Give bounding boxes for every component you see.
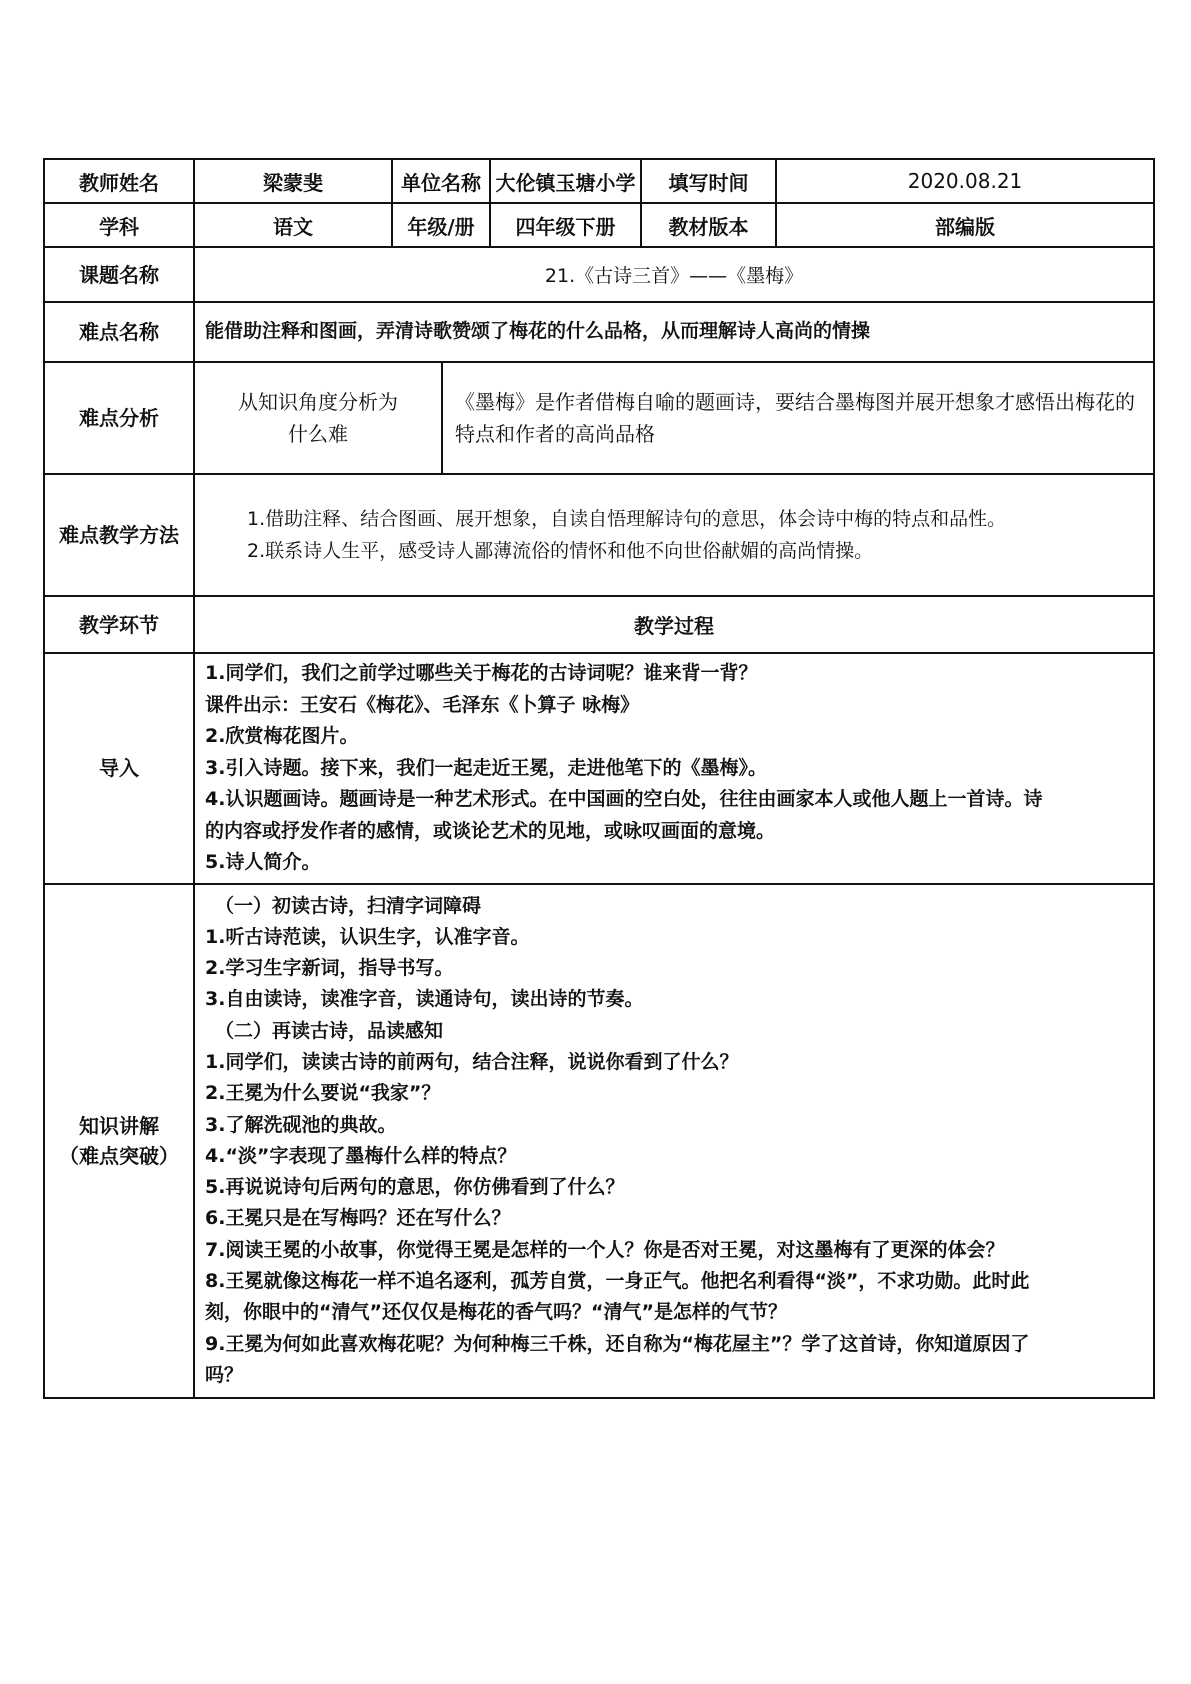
unit-value: 大伦镇玉塘小学	[490, 159, 641, 203]
difficulty-value: 能借助注释和图画，弄清诗歌赞颂了梅花的什么品格，从而理解诗人高尚的情操	[194, 302, 1154, 362]
analysis-detail	[442, 362, 1154, 474]
knowledge-label-line: 知识讲解	[79, 1113, 159, 1138]
analysis-aspect-line: 什么难	[288, 422, 348, 446]
intro-line: 4.认识题画诗。题画诗是一种艺术形式。在中国画的空白处，往往由画家本人或他人题上一首诗。诗	[205, 788, 1043, 810]
steps-label: 教学环节	[44, 596, 194, 653]
knowledge-line: 刻，你眼中的“清气”还仅仅是梅花的香气吗？“清气”是怎样的气节？	[205, 1301, 787, 1324]
knowledge-line: 1.同学们，读读古诗的前两句，结合注释，说说你看到了什么？	[205, 1050, 739, 1073]
knowledge-line: 9.王冕为何如此喜欢梅花呢？为何种梅三千株，还自称为“梅花屋主”？学了这首诗，你知道原因了	[205, 1332, 1030, 1355]
method-row	[44, 474, 1154, 596]
difficulty-row	[44, 302, 1154, 362]
unit-label: 单位名称	[392, 159, 490, 203]
edition-value: 部编版	[776, 203, 1154, 247]
knowledge-line: 5.再说说诗句后两句的意思，你仿佛看到了什么？	[205, 1176, 625, 1199]
analysis-aspect-line: 从知识角度分析为	[238, 390, 398, 414]
subject-label: 学科	[44, 203, 194, 247]
knowledge-line: 7.阅读王冕的小故事，你觉得王冕是怎样的一个人？你是否对王冕，对这墨梅有了更深的体会？	[205, 1238, 1005, 1261]
knowledge-line: 6.王冕只是在写梅吗？还在写什么？	[205, 1207, 511, 1230]
knowledge-line: 1.听古诗范读，认识生字，认准字音。	[205, 925, 530, 948]
section-heading: （一）初读古诗，扫清字词障碍	[215, 894, 482, 917]
method-item: 1.借助注释、结合图画、展开想象，自读自悟理解诗句的意思，体会诗中梅的特点和品性。	[247, 508, 1007, 530]
steps-header-row	[44, 596, 1154, 653]
intro-line: 5.诗人简介。	[205, 851, 321, 873]
analysis-detail-line: 特点和作者的高尚品格	[455, 422, 655, 446]
teacher-label: 教师姓名	[44, 159, 194, 203]
knowledge-line: 2.学习生字新词，指导书写。	[205, 957, 454, 980]
grade-label: 年级/册	[392, 203, 490, 247]
difficulty-label: 难点名称	[44, 302, 194, 362]
lesson-plan-table	[43, 158, 1155, 1399]
knowledge-line: 8.王冕就像这梅花一样不追名逐利，孤芳自赏，一身正气。他把名利看得“淡”，不求功勋。此时此	[205, 1270, 1030, 1293]
analysis-label: 难点分析	[44, 362, 194, 474]
knowledge-line: 3.了解洗砚池的典故。	[205, 1113, 397, 1136]
knowledge-line: 2.王冕为什么要说“我家”？	[205, 1082, 441, 1105]
intro-line: 2.欣赏梅花图片。	[205, 725, 359, 747]
header-row-1	[44, 159, 1154, 203]
subject-value: 语文	[194, 203, 392, 247]
analysis-aspect	[194, 362, 442, 474]
knowledge-label-line: （难点突破）	[59, 1143, 179, 1168]
edition-label: 教材版本	[641, 203, 776, 247]
analysis-detail-line: 《墨梅》是作者借梅自喻的题画诗，要结合墨梅图并展开想象才感悟出梅花的	[455, 390, 1135, 414]
date-label: 填写时间	[641, 159, 776, 203]
intro-line: 课件出示：王安石《梅花》、毛泽东《卜算子 咏梅》	[205, 693, 640, 716]
method-item: 2.联系诗人生平，感受诗人鄙薄流俗的情怀和他不向世俗献媚的高尚情操。	[247, 540, 874, 562]
date-value: 2020.08.21	[776, 159, 1154, 203]
grade-value: 四年级下册	[490, 203, 641, 247]
knowledge-line: 3.自由读诗，读准字音，读通诗句，读出诗的节奏。	[205, 988, 644, 1011]
topic-value: 21.《古诗三首》——《墨梅》	[194, 247, 1154, 302]
intro-line: 3.引入诗题。接下来，我们一起走近王冕，走进他笔下的《墨梅》。	[205, 756, 767, 779]
knowledge-line: 吗？	[205, 1363, 244, 1386]
knowledge-line: 4.“淡”字表现了墨梅什么样的特点？	[205, 1144, 517, 1167]
intro-content	[194, 653, 1154, 884]
intro-line: 1.同学们，我们之前学过哪些关于梅花的古诗词呢？谁来背一背？	[205, 662, 758, 684]
teacher-value: 梁蒙斐	[194, 159, 392, 203]
topic-row	[44, 247, 1154, 302]
knowledge-label	[44, 884, 194, 1399]
knowledge-content	[194, 884, 1154, 1399]
analysis-row	[44, 362, 1154, 474]
intro-row	[44, 653, 1154, 884]
lesson-plan-sheet	[43, 158, 1153, 1399]
method-label: 难点教学方法	[44, 474, 194, 596]
section-heading: （二）再读古诗，品读感知	[215, 1019, 444, 1042]
method-list	[194, 474, 1154, 596]
process-label: 教学过程	[194, 596, 1154, 653]
intro-line: 的内容或抒发作者的感情，或谈论艺术的见地，或咏叹画面的意境。	[205, 819, 776, 842]
intro-label: 导入	[44, 653, 194, 884]
header-row-2	[44, 203, 1154, 247]
knowledge-row	[44, 884, 1154, 1399]
topic-label: 课题名称	[44, 247, 194, 302]
